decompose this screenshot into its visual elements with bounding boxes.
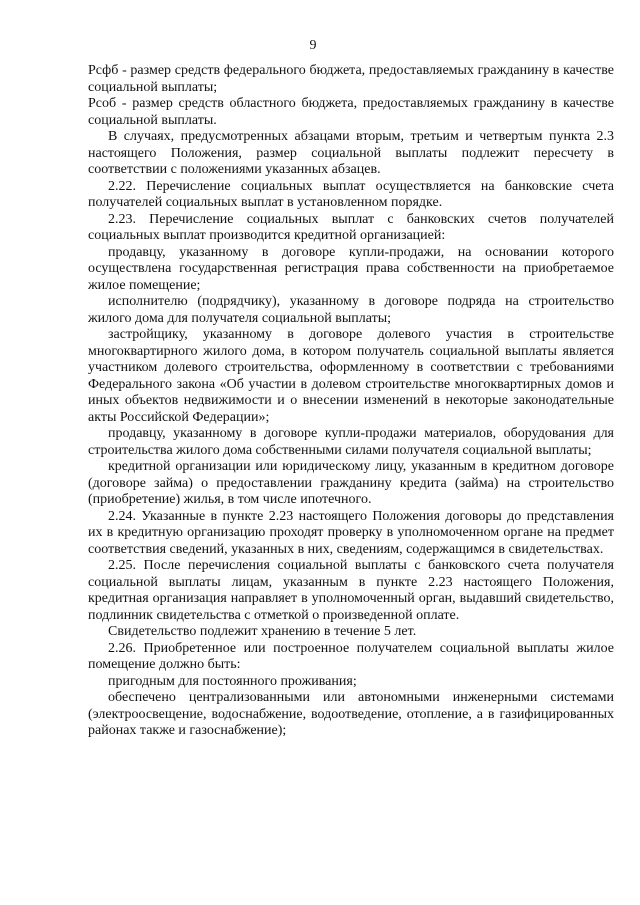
paragraph: 2.23. Перечисление социальных выплат с банковских счетов получателей социальных выплат производится кредитной организацией: <box>88 211 614 243</box>
paragraph: Свидетельство подлежит хранению в течение 5 лет. <box>108 624 417 639</box>
paragraph: кредитной организации или юридическому лицу, указанным в кредитном договоре (договоре займа) о предоставлении гражданину кредита (займа) на строительство (приобретение) жилья, в том числе ипотечного. <box>88 459 614 507</box>
document-body <box>88 63 614 740</box>
paragraph: обеспечено централизованными или автономными инженерными системами (электроосвещение, водоснабжение, водоотведение, отопление, а в газифицированных районах также и газоснабжение); <box>88 690 614 738</box>
paragraph: застройщику, указанному в договоре долевого участия в строительстве многоквартирного жилого дома, в котором получатель социальной выплаты является участником долевого строительства, оформленному в соответствии с требованиями Федерального закона «Об участии в долевом строительстве многоквартирных домов и иных объектов недвижимости и о внесении изменений в некоторые законодательные акты Российской Федерации»; <box>88 327 614 425</box>
paragraph: исполнителю (подрядчику), указанному в договоре подряда на строительство жилого дома для получателя социальной выплаты; <box>88 294 614 326</box>
paragraph: 2.22. Перечисление социальных выплат осуществляется на банковские счета получателей социальных выплат в установленном порядке. <box>88 178 614 210</box>
paragraph: 2.26. Приобретенное или построенное получателем социальной выплаты жилое помещение должно быть: <box>88 640 614 672</box>
paragraph: 2.25. После перечисления социальной выплаты с банковского счета получателя социальной выплаты лицам, указанным в пункте 2.23 настоящего Положения, кредитная организация направляет в уполномоченный орган, выдавший свидетельство, подлинник свидетельства с отметкой о произведенной оплате. <box>88 558 614 623</box>
paragraph: продавцу, указанному в договоре купли-продажи материалов, оборудования для строительства жилого дома собственными силами получателя социальной выплаты; <box>88 426 614 458</box>
paragraph: Рсфб - размер средств федерального бюджета, предоставляемых гражданину в качестве социальной выплаты; <box>88 63 614 95</box>
page-number: 9 <box>309 38 317 53</box>
paragraph: Рсоб - размер средств областного бюджета, предоставляемых гражданину в качестве социальной выплаты. <box>88 96 614 128</box>
paragraph: продавцу, указанному в договоре купли-продажи, на основании которого осуществлена государственная регистрация права собственности на приобретаемое жилое помещение; <box>88 244 614 293</box>
paragraph: пригодным для постоянного проживания; <box>108 673 357 689</box>
paragraph: В случаях, предусмотренных абзацами вторым, третьим и четвертым пункта 2.3 настоящего Положения, размер социальной выплаты подлежит пересчету в соответствии с положениями указанных абзацев. <box>88 129 614 177</box>
paragraph: 2.24. Указанные в пункте 2.23 настоящего Положения договоры до представления их в кредитную организацию проходят проверку в уполномоченном органе на предмет соответствия сведений, указанных в них, сведениям, содержащимся в свидетельствах. <box>88 508 614 557</box>
